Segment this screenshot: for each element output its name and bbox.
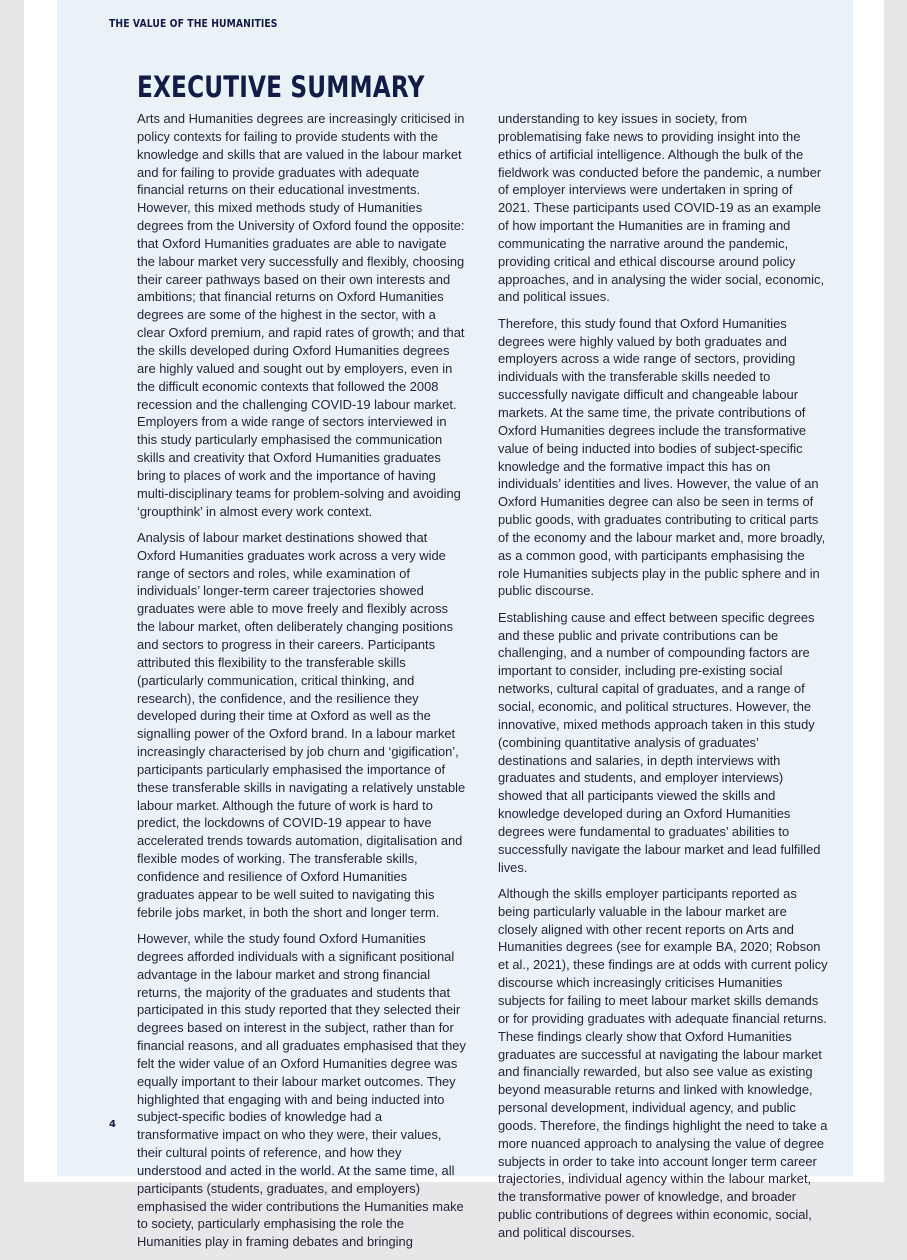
right-column [498,110,828,1250]
page-number: 4 [109,1119,116,1130]
paragraph: Establishing cause and effect between specific degrees and these public and private contributions can be challenging, and a number of compounding factors are important to consider, including pre-existing social networks, cultural capital of graduates, and a range of social, economic, and political structures. However, the innovative, mixed methods approach taken in this study (combining quantitative analysis of graduates’ destinations and salaries, in depth interviews with graduates and students, and employer interviews) showed that all participants viewed the skills and knowledge developed during an Oxford Humanities degrees were fundamental to graduates’ abilities to successfully navigate the labour market and lead fulfilled lives. [498,609,821,875]
paragraph: Analysis of labour market destinations showed that Oxford Humanities graduates work across a very wide range of sectors and roles, while examination of individuals’ longer-term career trajectories showed graduates were able to move freely and flexibly across the labour market, often deliberately changing positions and sectors to progress in their careers. Participants attributed this flexibility to the transferable skills (particularly communication, critical thinking, and research), the confidence, and the resilience they developed during their time at Oxford as well as the signalling power of the Oxford brand. In a labour market increasingly characterised by job churn and ‘gigification’, participants particularly emphasised the importance of these transferable skills in navigating a relatively unstable labour market. Although the future of work is hard to predict, the lockdowns of COVID-19 appear to have accelerated trends towards automation, digitalisation and flexible modes of working. The transferable skills, confidence and resilience of Oxford Humanities graduates appear to be well suited to navigating this febrile jobs market, in both the short and longer term. [137,529,466,920]
paragraph: Arts and Humanities degrees are increasingly criticised in policy contexts for failing to provide students with the knowledge and skills that are valued in the labour market and for failing to provide graduates with adequate financial returns on their educational investments. However, this mixed methods study of Humanities degrees from the University of Oxford found the opposite: that Oxford Humanities graduates are able to navigate the labour market very successfully and flexibly, choosing their career pathways based on their own interests and ambitions; that financial returns on Oxford Humanities degrees are some of the highest in the sector, with a clear Oxford premium, and rapid rates of growth; and that the skills developed during Oxford Humanities degrees are highly valued and sought out by employers, even in the difficult economic contexts that followed the 2008 recession and the challenging COVID-19 labour market. Employers from a wide range of sectors interviewed in this study particularly emphasised the communication skills and creativity that Oxford Humanities graduates bring to places of work and the importance of having multi-disciplinary teams for problem-solving and avoiding ‘groupthink’ in almost every work context. [137,111,465,519]
left-column [137,110,467,1260]
paragraph: However, while the study found Oxford Humanities degrees afforded individuals with a significant positional advantage in the labour market and strong financial returns, the majority of the graduates and students that participated in this study reported that they selected their degrees based on interest in the subject, rather than for financial reasons, and all graduates emphasised that they felt the wider value of an Oxford Humanities degree was equally important to their labour market outcomes. They highlighted that engaging with and being inducted into subject-specific bodies of knowledge had a transformative impact on who they were, their values, their cultural points of reference, and how they understood and acted in the world. At the same time, all participants (students, graduates, and employers) emphasised the wider contributions the Humanities make to society, particularly emphasising the role the Humanities play in framing debates and bringing [137,930,466,1250]
paragraph: Although the skills employer participants reported as being particularly valuable in the labour market are closely aligned with other recent reports on Arts and Humanities degrees (see for example BA, 2020; Robson et al., 2021), these findings are at odds with current policy discourse which increasingly criticises Humanities subjects for failing to meet labour market skills demands or for providing graduates with adequate financial returns. These findings clearly show that Oxford Humanities graduates are successful at navigating the labour market and financially rewarded, but also see value as existing beyond measurable returns and linked with knowledge, personal development, individual agency, and public goods. Therefore, the findings highlight the need to take a more nuanced approach to analysing the value of degree subjects in order to take into account longer term career trajectories, individual agency within the labour market, the transformative power of knowledge, and broader public contributions of degrees within economic, social, and political discourses. [498,885,828,1240]
running-header: THE VALUE OF THE HUMANITIES [109,17,278,30]
paragraph: Therefore, this study found that Oxford Humanities degrees were highly valued by both graduates and employers across a wide range of sectors, providing individuals with the transferable skills needed to successfully navigate difficult and changeable labour markets. At the same time, the private contributions of Oxford Humanities degrees include the transformative value of being inducted into bodies of subject-specific knowledge and the formative impact this has on individuals’ identities and lives. However, the value of an Oxford Humanities degree can also be seen in terms of public goods, with graduates contributing to critical parts of the economy and the labour market and, more broadly, as a common good, with participants emphasising the role Humanities subjects play in the public sphere and in public discourse. [498,315,826,599]
paragraph: understanding to key issues in society, from problematising fake news to providing insight into the ethics of artificial intelligence. Although the bulk of the fieldwork was conducted before the pandemic, a number of employer interviews were undertaken in spring of 2021. These participants used COVID-19 as an example of how important the Humanities are in framing and communicating the narrative around the pandemic, providing critical and ethical discourse around policy approaches, and in analysing the wider social, economic, and political issues. [498,111,825,305]
content-panel [57,0,853,1250]
document-page [24,0,884,1250]
page-title: EXECUTIVE SUMMARY [137,70,425,104]
